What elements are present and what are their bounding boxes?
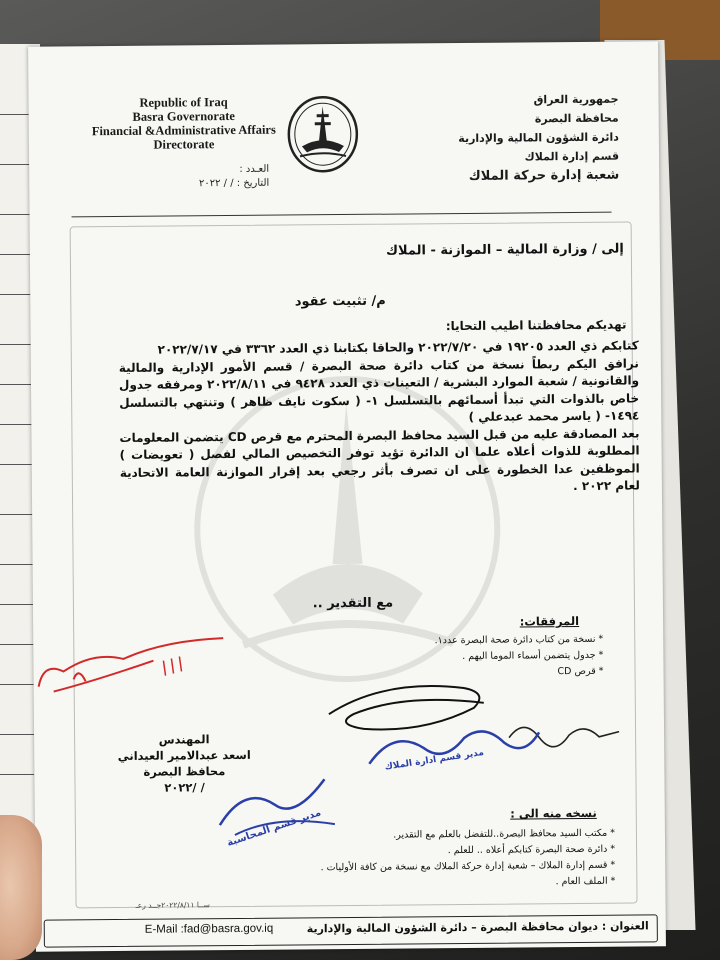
- signatory-position: محافظ البصرة: [143, 764, 226, 779]
- subject-line: م/ تثبيت عقود: [294, 293, 386, 310]
- en-line-directorate: Directorate: [153, 137, 215, 152]
- ar-line-section: شعبة إدارة حركة الملاك: [468, 167, 620, 184]
- paragraph-reference: كتابكم ذي العدد ١٩٢٠٥ في ٢٠٢٢/٧/٢٠ والحاقا بكتابنا ذي العدد ٣٣٦٢ في ٢٠٢٢/٧/١٧: [157, 338, 639, 357]
- basra-emblem-icon: [283, 94, 362, 175]
- attachment-item: * جدول يتضمن أسماء الموما اليهم .: [462, 649, 604, 663]
- cc-item: * قسم إدارة الملاك – شعبة إدارة حركة الملاك مع نسخة من كافة الأوليات .: [320, 859, 616, 874]
- cc-item: * مكتب السيد محافظ البصرة..للتفضل بالعلم مع التقدير.: [393, 827, 615, 841]
- attachment-item: * قرص CD: [557, 665, 604, 678]
- cc-list: [255, 826, 616, 893]
- thumb: [0, 815, 42, 960]
- signatory-title: المهندس: [158, 732, 210, 747]
- document-page: [28, 41, 666, 951]
- ar-line-country: جمهورية العراق: [533, 92, 619, 107]
- blue-department-note: مدير قسم ادارة الملاك: [384, 747, 485, 773]
- en-line-governorate: Basra Governorate: [132, 108, 235, 124]
- ar-line-governorate: محافظة البصرة: [534, 111, 619, 126]
- letterhead-english: [88, 95, 278, 153]
- footer-address: العنوان : ديوان محافظة البصرة – دائرة الشؤون المالية والإدارية: [306, 919, 649, 936]
- signatory-date: / /٢٠٢٢: [164, 780, 205, 795]
- ar-line-directorate: دائرة الشؤون المالية والإدارية: [458, 130, 619, 146]
- letterhead-arabic: [438, 90, 619, 187]
- cc-item: * دائرة صحة البصرة كتابكم أعلاه .. للعلم .: [447, 843, 616, 857]
- ar-line-department: قسم إدارة الملاك: [524, 149, 620, 164]
- cc-title: نسخه منه الى :: [510, 805, 597, 821]
- cc-item: * الملف العام .: [555, 875, 616, 888]
- header-divider: [72, 212, 612, 218]
- recipient-line: إلى / وزارة المالية – الموازنة - الملاك: [386, 241, 624, 259]
- red-signature: [33, 630, 234, 702]
- reference-fields: [99, 163, 269, 192]
- letterhead: [28, 41, 660, 221]
- paragraph-attachment: نرافق اليكم ربطاً نسخة من كتاب دائرة صحة البصرة / قسم الأمور الإدارية والمالية والقانونية / شعبة الموارد البشرية / التعينات ذي العدد ٩٤٢٨ في ٢٠٢٢/٨/١١ ومرفقه جدول خاص بالذوات التي تبدأ أسمائهم بالتسلسل ١- ( سكوت نايف ظاهر ) وتنتهي بالتسلسل ١٤٩٤- ( ياسر محمد عبدعلي ): [118, 355, 640, 424]
- number-label: العـدد :: [239, 163, 270, 175]
- blue-accounting-stamp: مدير قسم المحاسبة: [225, 807, 323, 849]
- letter-paragraphs: [119, 337, 640, 499]
- footer-bar: [44, 914, 658, 947]
- en-line-country: Republic of Iraq: [139, 95, 228, 110]
- en-line-affairs: Financial &Administrative Affairs: [91, 122, 276, 139]
- attachments-title: المرفقات:: [519, 613, 580, 629]
- paragraph-approval: بعد المصادقة عليه من قبل السيد محافظ البصرة المحترم مع قرص CD يتضمن المعلومات المطلوبة للذوات أعلاه علما ان الدائرة تؤيد توفر التخصيص المالي لفصل ( تعويضات ) الموظفين عدا الخطورة على ان تصرف بأثر رجعي بعد إقرار الموازنة العامة الاتحادية لعام ٢٠٢٢ .: [119, 425, 640, 494]
- signatory-name: اسعد عبدالامير العيداني: [117, 747, 251, 764]
- typist-reference: ســا ٢٠٢٢/٨/١١جــد رعـ: [135, 900, 210, 910]
- closing-regards: مع التقدير ..: [312, 595, 394, 612]
- footer-email: E-Mail :fad@basra.gov.iq: [144, 922, 274, 936]
- greeting-line: تهديكم محافظتنا اطيب التحايا:: [445, 317, 627, 334]
- attachment-item: * نسخة من كتاب دائرة صحة البصرة عدد١.: [434, 633, 604, 647]
- date-label: التاريخ :: [236, 177, 270, 189]
- date-value: / / ٢٠٢٢: [198, 177, 234, 190]
